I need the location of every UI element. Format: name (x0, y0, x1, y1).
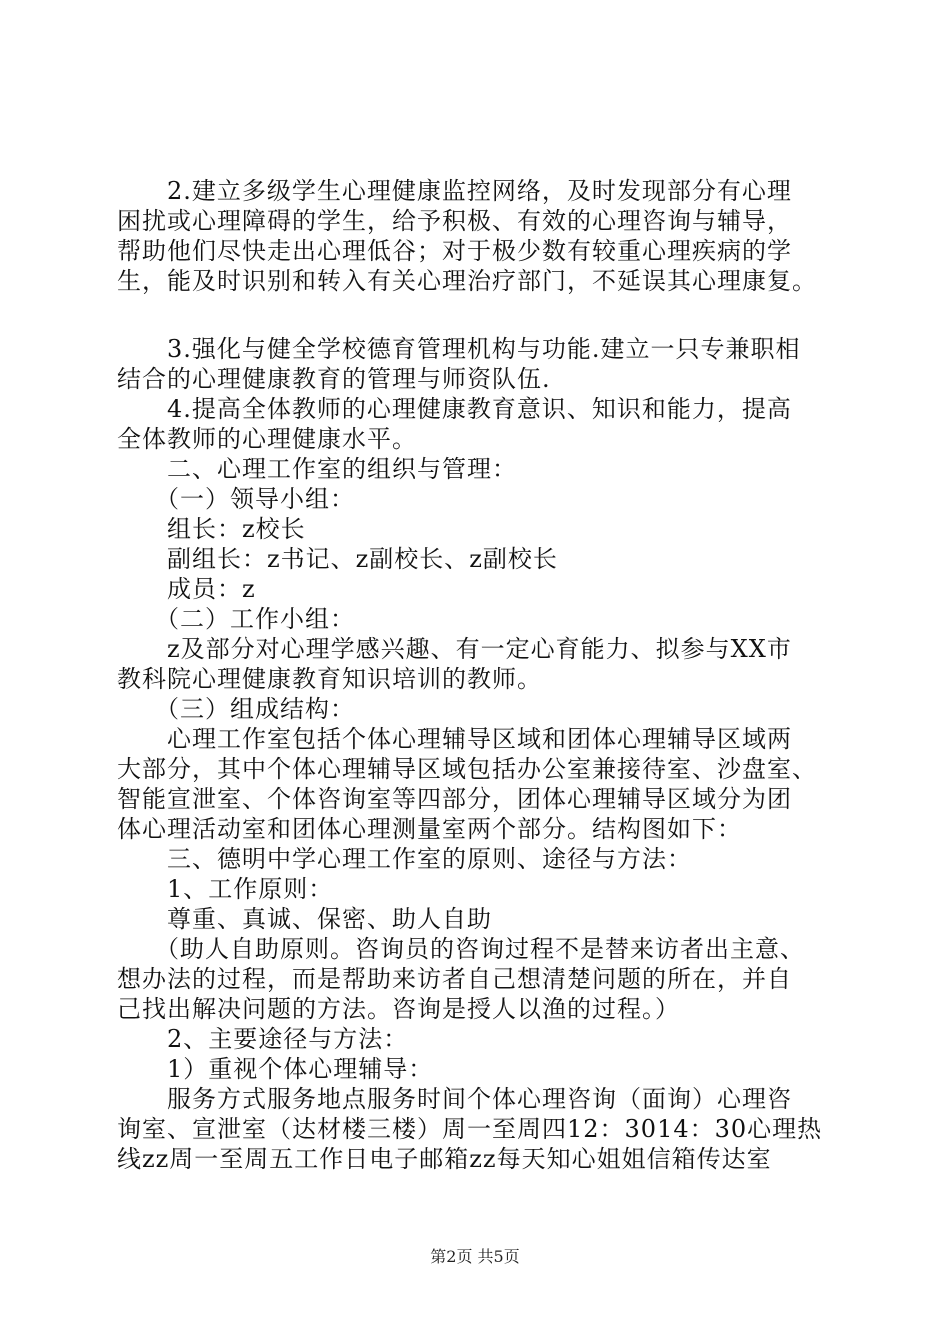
text-line: 成员：z (117, 575, 256, 603)
text-line: 全体教师的心理健康水平。 (117, 425, 417, 453)
subsection-heading: 1、工作原则： (117, 875, 334, 903)
text-line: 4.提高全体教师的心理健康教育意识、知识和能力，提高 (117, 395, 792, 423)
text-line: 大部分，其中个体心理辅导区域包括办公室兼接待室、沙盘室、 (117, 755, 817, 783)
text-line: 线zz周一至周五工作日电子邮箱zz每天知心姐姐信箱传达室 (117, 1145, 772, 1173)
blank-line (117, 296, 837, 334)
text-line: 询室、宣泄室（达材楼三楼）周一至周四12：3014：30心理热 (117, 1115, 823, 1143)
text-line: 帮助他们尽快走出心理低谷；对于极少数有较重心理疾病的学 (117, 237, 792, 265)
text-line: z及部分对心理学感兴趣、有一定心育能力、拟参与XX市 (117, 635, 792, 663)
text-line: 己找出解决问题的方法。咨询是授人以渔的过程。） (117, 995, 680, 1023)
text-line: 生，能及时识别和转入有关心理治疗部门，不延误其心理康复。 (117, 267, 817, 295)
subsection-heading: 2、主要途径与方法： (117, 1025, 409, 1053)
text-line: 服务方式服务地点服务时间个体心理咨询（面询）心理咨 (117, 1085, 792, 1113)
text-line: （助人自助原则。咨询员的咨询过程不是替来访者出主意、 (117, 935, 805, 963)
text-line: 3.强化与健全学校德育管理机构与功能.建立一只专兼职相 (117, 335, 801, 363)
text-line: 体心理活动室和团体心理测量室两个部分。结构图如下： (117, 815, 742, 843)
text-line: 副组长：z书记、z副校长、z副校长 (117, 545, 558, 573)
text-line: 2.建立多级学生心理健康监控网络，及时发现部分有心理 (117, 177, 792, 205)
subsection-heading: （二）工作小组： (117, 605, 355, 633)
text-line: 心理工作室包括个体心理辅导区域和团体心理辅导区域两 (117, 725, 792, 753)
text-line: 组长：z校长 (117, 515, 306, 543)
text-line: 结合的心理健康教育的管理与师资队伍. (117, 365, 551, 393)
document-body (117, 176, 837, 1174)
subsection-heading: （三）组成结构： (117, 695, 355, 723)
subsection-heading: 1）重视个体心理辅导： (117, 1055, 434, 1083)
section-heading: 三、德明中学心理工作室的原则、途径与方法： (117, 845, 692, 873)
subsection-heading: （一）领导小组： (117, 485, 355, 513)
text-line: 教科院心理健康教育知识培训的教师。 (117, 665, 542, 693)
text-line: 智能宣泄室、个体咨询室等四部分，团体心理辅导区域分为团 (117, 785, 792, 813)
text-line: 想办法的过程，而是帮助来访者自己想清楚问题的所在，并自 (117, 965, 792, 993)
text-line: 困扰或心理障碍的学生，给予积极、有效的心理咨询与辅导， (117, 207, 792, 235)
page-number-footer: 第2页 共5页 (430, 1247, 520, 1266)
text-line: 尊重、真诚、保密、助人自助 (117, 905, 492, 933)
section-heading: 二、心理工作室的组织与管理： (117, 455, 517, 483)
